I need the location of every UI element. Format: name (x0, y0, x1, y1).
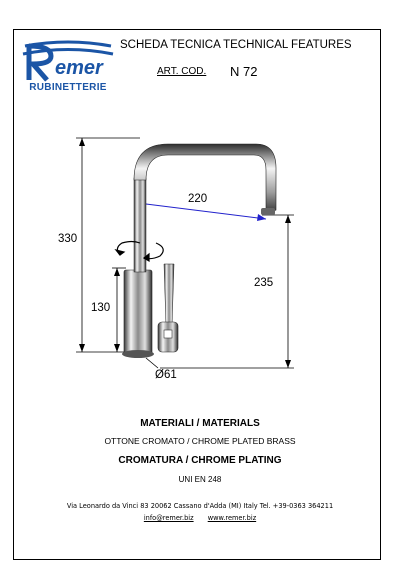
brand-text: emer (55, 57, 103, 79)
dim-overall-height: 330 (58, 233, 78, 245)
reach-dimension-line (146, 204, 266, 221)
faucet-base (124, 270, 152, 354)
email-link[interactable]: info@remer.biz (143, 514, 194, 522)
plating-title: CROMATURA / CHROME PLATING (118, 455, 282, 466)
dim-base-diameter: Ø61 (155, 369, 177, 381)
sheet-title: SCHEDA TECNICA TECHNICAL FEATURES (120, 39, 352, 51)
standard-label: UNI EN 248 (178, 475, 222, 484)
contact-links (0, 514, 400, 522)
article-code-label: ART. COD. (157, 66, 207, 77)
article-code: N 72 (230, 64, 258, 79)
dim-spout-height: 235 (254, 277, 274, 289)
company-address: Via Leonardo da Vinci 83 20062 Cassano d'Adda (MI) Italy Tel. +39-0363 364211 (66, 502, 334, 510)
aerator-tip (261, 208, 275, 215)
materials-value: OTTONE CROMATO / CHROME PLATED BRASS (104, 436, 296, 446)
faucet-base-foot (122, 350, 154, 358)
materials-title: MATERIALI / MATERIALS (140, 418, 260, 429)
dim-spout-reach: 220 (188, 193, 208, 205)
dimension-lines (76, 138, 294, 368)
dim-body-height: 130 (91, 302, 111, 314)
brand-subtitle: RUBINETTERIE (29, 82, 107, 93)
dimension-arrows (79, 138, 291, 368)
faucet-handle (158, 264, 178, 352)
website-link[interactable]: www.remer.biz (207, 514, 257, 522)
